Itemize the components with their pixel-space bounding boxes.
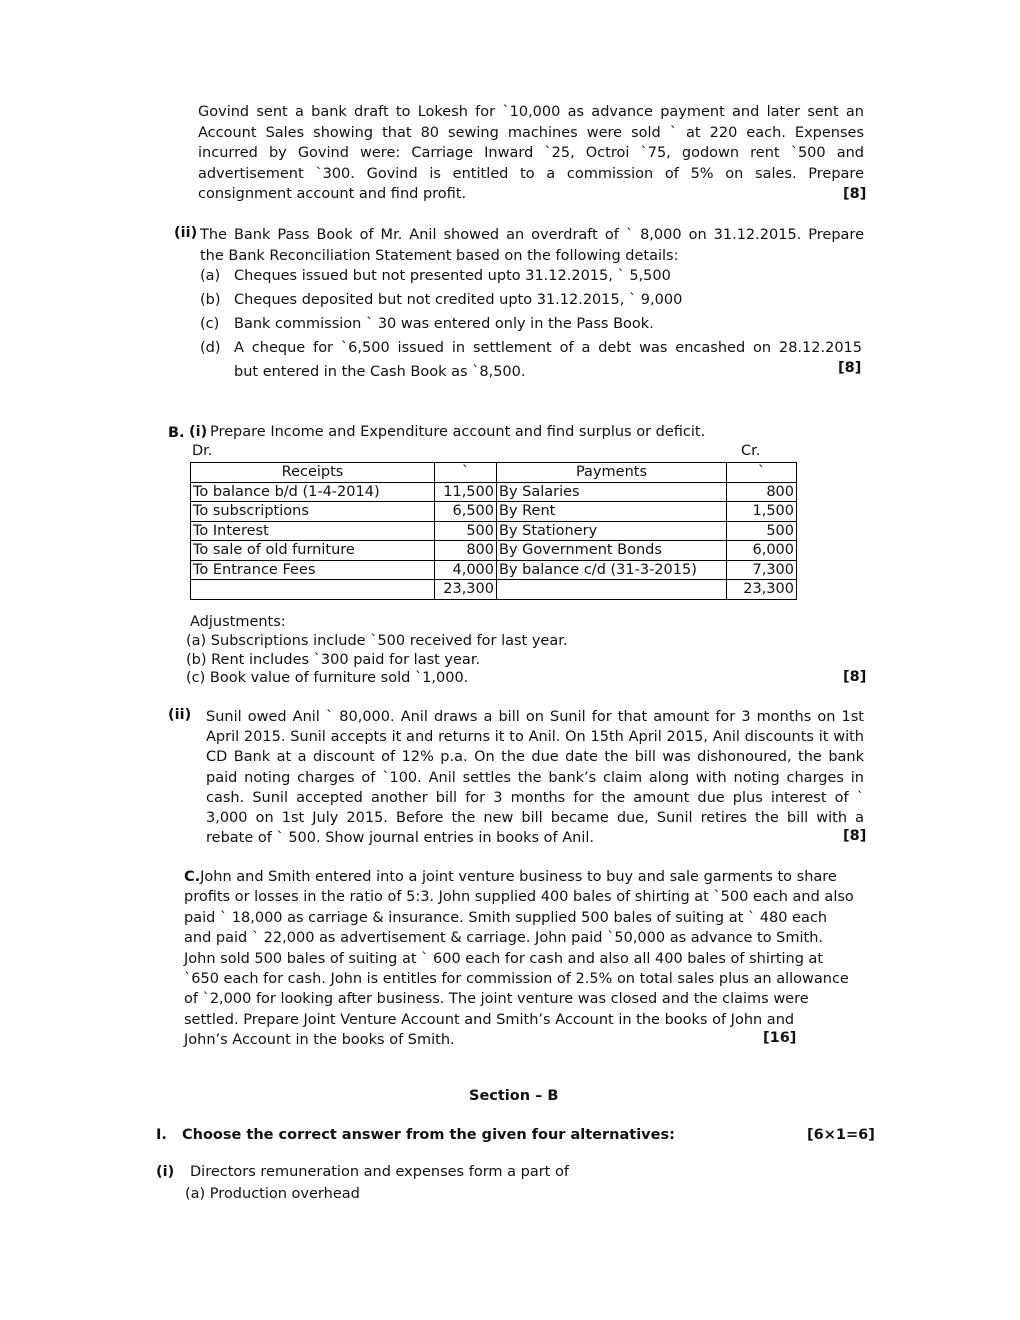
text-line: CD Bank at a discount of 12% p.a. On the due date the bill was dishonoured, the bank bbox=[206, 749, 864, 766]
text-line: but entered in the Cash Book as `8,500. bbox=[234, 364, 526, 380]
table-row bbox=[191, 482, 797, 502]
table-cell: 1,500 bbox=[727, 502, 797, 522]
text-line: advertisement `300. Govind is entitled to a commission of 5% on sales. Prepare bbox=[198, 165, 864, 182]
question-label: I. bbox=[156, 1127, 167, 1143]
column-header: ` bbox=[727, 463, 797, 483]
text-line: settled. Prepare Joint Venture Account and Smith’s Account in the books of John and bbox=[184, 1011, 795, 1028]
question-text: Directors remuneration and expenses form a part of bbox=[190, 1164, 569, 1180]
question-label: (i) bbox=[189, 424, 208, 440]
list-item bbox=[200, 336, 864, 360]
text-line: Govind sent a bank draft to Lokesh for `10,000 as advance payment and later sent an bbox=[198, 104, 864, 120]
table-cell: 11,500 bbox=[435, 482, 497, 502]
table-cell: 500 bbox=[435, 521, 497, 541]
table-row bbox=[191, 521, 797, 541]
text-line: Sunil owed Anil ` 80,000. Anil draws a bill on Sunil for that amount for 3 months on 1st bbox=[206, 709, 864, 725]
adjustments-list bbox=[186, 632, 567, 688]
column-header: ` bbox=[435, 463, 497, 483]
column-header: Payments bbox=[497, 463, 727, 483]
table-cell: 800 bbox=[727, 482, 797, 502]
text-line: consignment account and find profit. bbox=[198, 186, 467, 202]
income-expenditure-table bbox=[190, 462, 797, 600]
question-text: Choose the correct answer from the given four alternatives: bbox=[182, 1127, 675, 1143]
table-cell: By Rent bbox=[497, 502, 727, 522]
item-text: Bank commission ` 30 was entered only in the Pass Book. bbox=[234, 316, 654, 332]
list-item bbox=[200, 312, 864, 336]
text-line: 3,000 on 1st July 2015. Before the new bill became due, Sunil retires the bill with a bbox=[206, 810, 864, 827]
text-line: incurred by Govind were: Carriage Inward `25, Octroi `75, godown rent `500 and bbox=[198, 145, 864, 161]
question-text: Prepare Income and Expenditure account and find surplus or deficit. bbox=[210, 424, 706, 440]
text-line: paid noting charges of `100. Anil settles the bank’s claim along with noting charges in bbox=[206, 769, 864, 786]
table-cell: By Stationery bbox=[497, 521, 727, 541]
table-cell: 23,300 bbox=[727, 580, 797, 600]
table-header-row bbox=[191, 463, 797, 483]
marks-label: [8] bbox=[838, 360, 862, 376]
question-label: C. bbox=[184, 869, 201, 885]
table-cell: 500 bbox=[727, 521, 797, 541]
item-label: (d) bbox=[200, 340, 221, 356]
table-cell: To Interest bbox=[191, 521, 435, 541]
text-line: of `2,000 for looking after business. The joint venture was closed and the claims were bbox=[184, 991, 809, 1008]
text-line: and paid ` 22,000 as advertisement & carriage. John paid `50,000 as advance to Smith. bbox=[184, 930, 824, 947]
option-a: (a) Production overhead bbox=[185, 1186, 360, 1202]
table-row bbox=[191, 502, 797, 522]
table-row bbox=[191, 541, 797, 561]
table-cell: To subscriptions bbox=[191, 502, 435, 522]
list-item: (a) Subscriptions include `500 received for last year. bbox=[186, 633, 568, 649]
brs-items bbox=[200, 264, 864, 384]
item-label: (c) bbox=[200, 316, 220, 332]
marks-label: [16] bbox=[763, 1030, 797, 1046]
question-label: (i) bbox=[156, 1164, 175, 1180]
list-item: (c) Book value of furniture sold `1,000. bbox=[186, 670, 469, 686]
text-line: the Bank Reconciliation Statement based on the following details: bbox=[200, 247, 679, 264]
marks-label: [8] bbox=[843, 828, 867, 844]
item-text: A cheque for `6,500 issued in settlement of a debt was encashed on 28.12.2015 bbox=[234, 340, 862, 356]
section-label: B. bbox=[168, 425, 185, 441]
text-line: John sold 500 bales of suiting at ` 600 each for cash and also all 400 bales of shirting at bbox=[184, 950, 824, 967]
text-line: John’s Account in the books of Smith. bbox=[184, 1032, 455, 1049]
text-line: cash. Sunil accepted another bill for 3 months for the amount due plus interest of ` bbox=[206, 789, 864, 806]
item-label: (a) bbox=[200, 268, 221, 284]
cr-label: Cr. bbox=[741, 443, 761, 459]
table-cell: To sale of old furniture bbox=[191, 541, 435, 561]
text-line: rebate of ` 500. Show journal entries in books of Anil. bbox=[206, 830, 595, 847]
table-cell: By Salaries bbox=[497, 482, 727, 502]
question-label: (ii) bbox=[174, 225, 198, 241]
text-line: April 2015. Sunil accepts it and returns it to Anil. On 15th April 2015, Anil discounts it with bbox=[206, 729, 864, 746]
table-cell: 4,000 bbox=[435, 560, 497, 580]
text-line: paid ` 18,000 as carriage & insurance. Smith supplied 500 bales of suiting at ` 480 each bbox=[184, 909, 828, 926]
text-line: `650 each for cash. John is entitles for commission of 2.5% on total sales plus an allowance bbox=[184, 971, 849, 988]
item-text: Cheques issued but not presented upto 31.12.2015, ` 5,500 bbox=[234, 268, 671, 284]
question-label: (ii) bbox=[168, 707, 192, 723]
text-line: Account Sales showing that 80 sewing machines were sold ` at 220 each. Expenses bbox=[198, 124, 864, 141]
consignment-paragraph bbox=[198, 102, 867, 205]
table-cell bbox=[497, 580, 727, 600]
bill-paragraph bbox=[206, 707, 867, 848]
table-cell: 6,000 bbox=[727, 541, 797, 561]
table-cell: 23,300 bbox=[435, 580, 497, 600]
column-header: Receipts bbox=[191, 463, 435, 483]
joint-venture-paragraph bbox=[184, 867, 864, 1051]
marks-label: [6×1=6] bbox=[807, 1127, 875, 1143]
table-cell: 6,500 bbox=[435, 502, 497, 522]
brs-intro bbox=[200, 225, 864, 266]
table-cell bbox=[191, 580, 435, 600]
adjustments-title: Adjustments: bbox=[190, 614, 286, 630]
table-cell: By balance c/d (31-3-2015) bbox=[497, 560, 727, 580]
table-cell: To Entrance Fees bbox=[191, 560, 435, 580]
section-title: Section – B bbox=[469, 1088, 559, 1104]
table-row bbox=[191, 560, 797, 580]
table-cell: 800 bbox=[435, 541, 497, 561]
text-line bbox=[184, 867, 864, 887]
text-span: John and Smith entered into a joint venture business to buy and sale garments to share bbox=[200, 869, 837, 885]
dr-label: Dr. bbox=[192, 443, 213, 459]
list-item bbox=[200, 288, 864, 312]
table-cell: By Government Bonds bbox=[497, 541, 727, 561]
text-line: The Bank Pass Book of Mr. Anil showed an overdraft of ` 8,000 on 31.12.2015. Prepare bbox=[200, 227, 864, 243]
marks-label: [8] bbox=[843, 186, 867, 202]
table-cell: 7,300 bbox=[727, 560, 797, 580]
list-item bbox=[200, 264, 864, 288]
table-total-row bbox=[191, 580, 797, 600]
item-text: Cheques deposited but not credited upto 31.12.2015, ` 9,000 bbox=[234, 292, 683, 308]
marks-label: [8] bbox=[843, 669, 867, 685]
text-line: profits or losses in the ratio of 5:3. John supplied 400 bales of shirting at `500 each and also bbox=[184, 889, 854, 906]
list-item: (b) Rent includes `300 paid for last year. bbox=[186, 651, 481, 668]
table-cell: To balance b/d (1-4-2014) bbox=[191, 482, 435, 502]
item-label: (b) bbox=[200, 292, 221, 308]
